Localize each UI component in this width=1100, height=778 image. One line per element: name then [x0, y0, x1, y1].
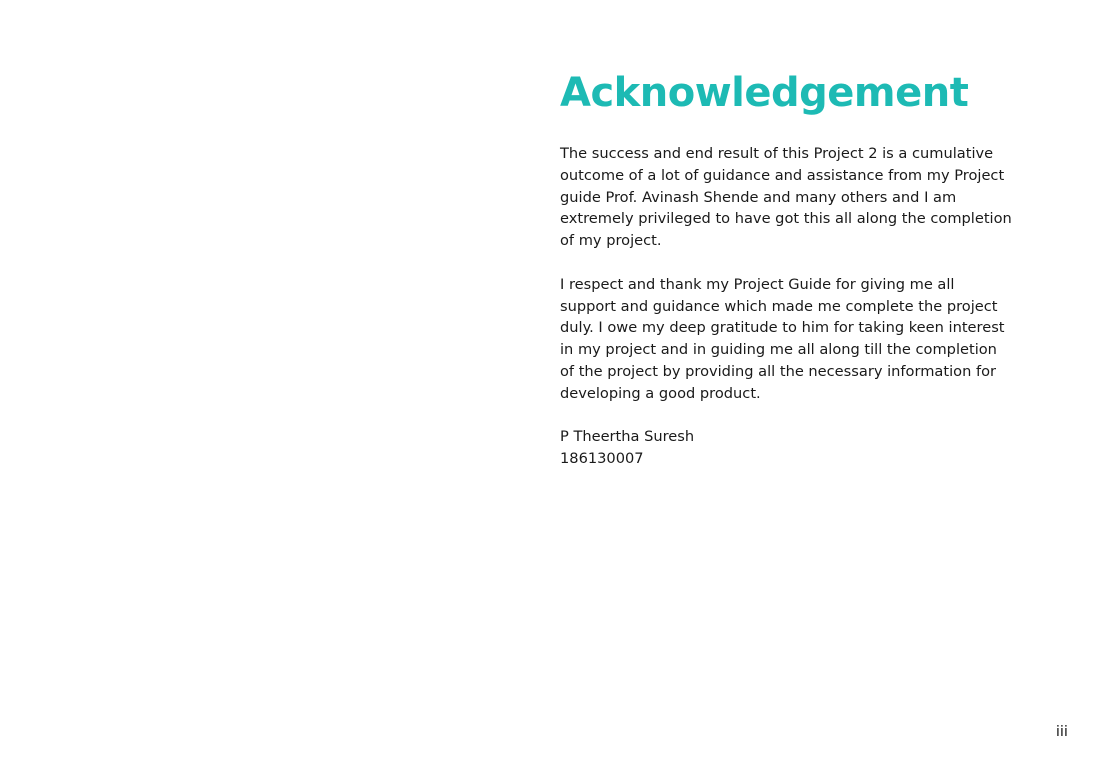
page-title: Acknowledgement	[560, 70, 969, 116]
acknowledgement-section	[560, 68, 1015, 470]
paragraph-1: The success and end result of this Project 2 is a cumulative outcome of a lot of guidance and assistance from my Project guide Prof. Avinash Shende and many others and I am extremely privileged to have got this all along the completion of my project.	[560, 145, 1012, 250]
author-id: 186130007	[560, 450, 644, 468]
paragraph-2: I respect and thank my Project Guide for giving me all support and guidance which made me complete the project duly. I owe my deep gratitude to him for taking keen interest in my project and in guiding me all along till the completion of the project by providing all the necessary information for developing a good product.	[560, 275, 1005, 402]
page-number: iii	[1055, 723, 1068, 740]
signature-block	[560, 426, 1015, 470]
author-name: P Theertha Suresh	[560, 428, 695, 446]
